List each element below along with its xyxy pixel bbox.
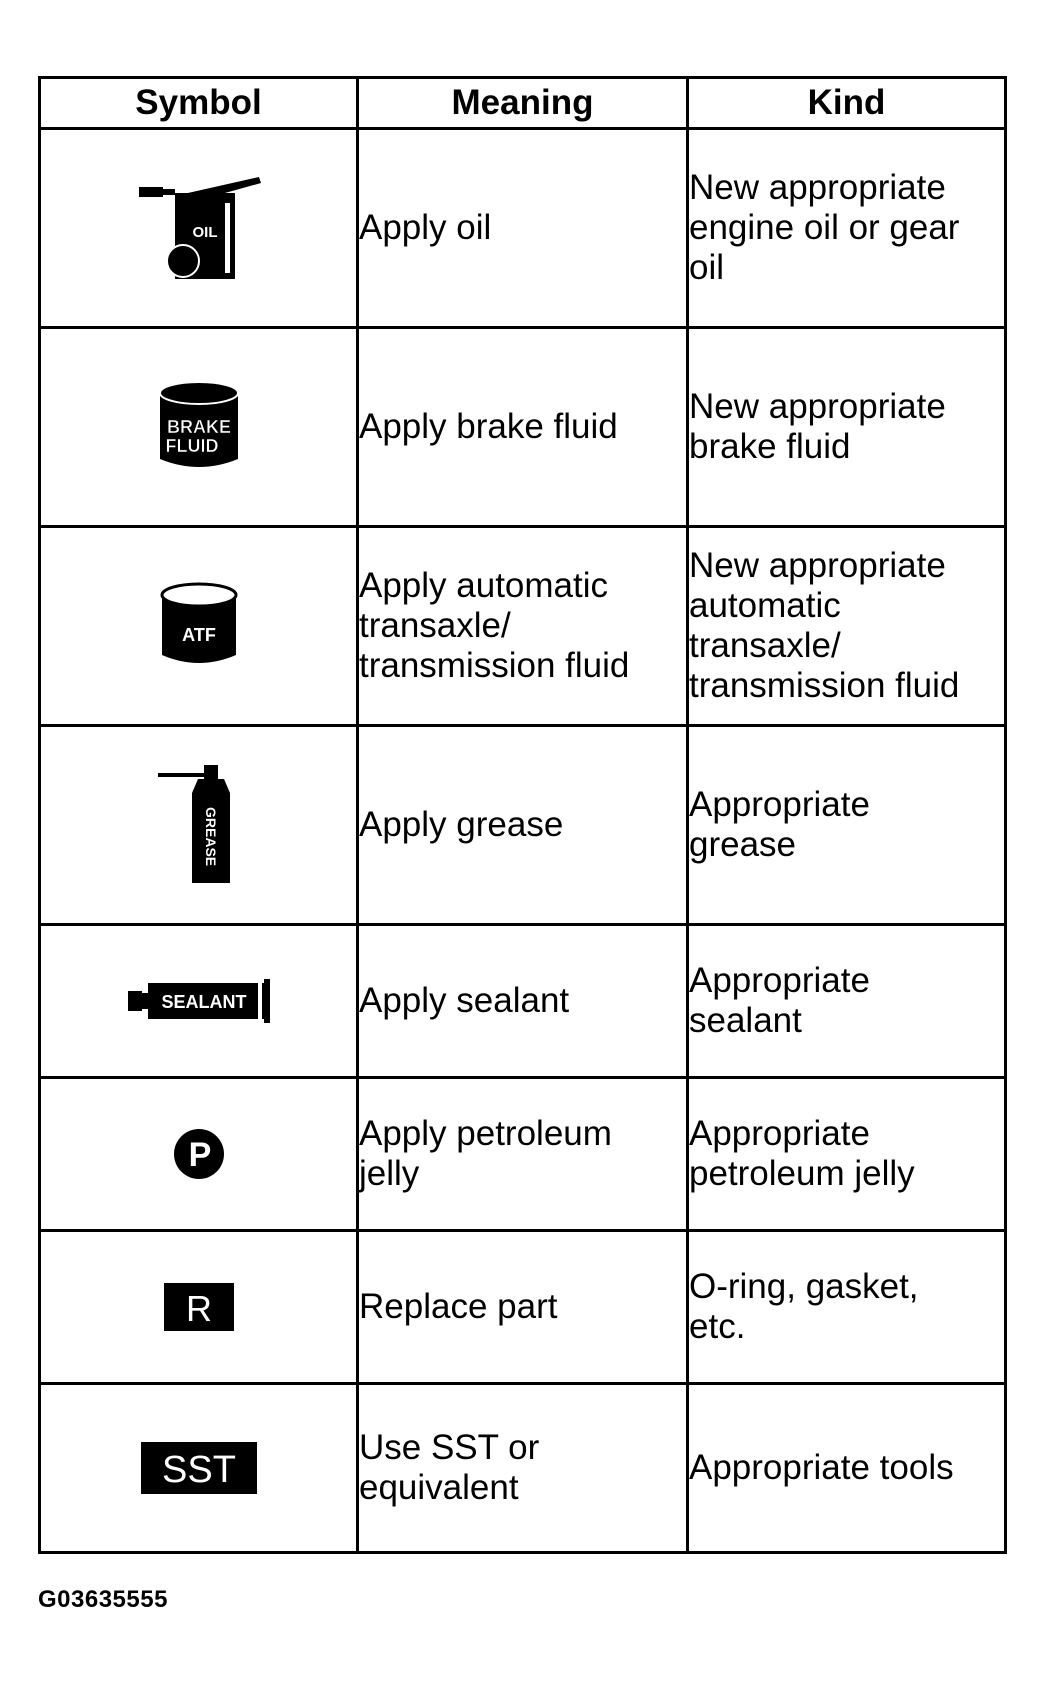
header-row bbox=[40, 78, 1006, 129]
meaning-text: Apply sealant bbox=[359, 981, 570, 1020]
symbol-cell bbox=[40, 328, 358, 527]
kind-cell bbox=[688, 1078, 1006, 1231]
replace-part-icon bbox=[162, 1281, 236, 1333]
symbol-cell bbox=[40, 129, 358, 328]
kind-text: New appropriate automatic transaxle/ transmission fluid bbox=[689, 546, 960, 705]
kind-text: Appropriate sealant bbox=[689, 961, 870, 1040]
sealant-tube-icon bbox=[124, 977, 274, 1025]
meaning-text: Apply petroleum jelly bbox=[359, 1114, 612, 1193]
meaning-cell bbox=[358, 1384, 688, 1553]
kind-text: Appropriate petroleum jelly bbox=[689, 1114, 915, 1193]
table-row bbox=[40, 527, 1006, 726]
meaning-text: Apply automatic transaxle/ transmission fluid bbox=[359, 566, 630, 685]
brake-fluid-can-icon bbox=[154, 379, 244, 475]
meaning-cell bbox=[358, 925, 688, 1078]
meaning-cell bbox=[358, 129, 688, 328]
symbol-cell bbox=[40, 726, 358, 925]
sst-icon bbox=[139, 1440, 259, 1496]
petroleum-jelly-icon bbox=[172, 1127, 226, 1181]
kind-cell bbox=[688, 328, 1006, 527]
oil-can-icon bbox=[129, 173, 269, 283]
petroleum-icon-label: P bbox=[188, 1136, 211, 1174]
kind-text: O-ring, gasket, etc. bbox=[689, 1267, 919, 1346]
table-row bbox=[40, 328, 1006, 527]
sealant-icon-label: SEALANT bbox=[161, 992, 246, 1012]
kind-text: New appropriate brake fluid bbox=[689, 387, 946, 466]
oil-icon-label: OIL bbox=[192, 224, 217, 241]
table-row bbox=[40, 129, 1006, 328]
brake-fluid-icon-label: BRAKE FLUID bbox=[153, 379, 161, 380]
symbol-legend-table bbox=[38, 76, 1007, 1554]
header-symbol: Symbol bbox=[40, 78, 358, 129]
brake-label-line-2: FLUID bbox=[165, 436, 218, 456]
kind-text: Appropriate grease bbox=[689, 785, 870, 864]
kind-cell bbox=[688, 726, 1006, 925]
figure-code: G03635555 bbox=[38, 1586, 168, 1613]
kind-cell bbox=[688, 925, 1006, 1078]
table-row bbox=[40, 726, 1006, 925]
meaning-cell bbox=[358, 1231, 688, 1384]
kind-cell bbox=[688, 1231, 1006, 1384]
atf-icon-label: ATF bbox=[181, 625, 216, 645]
meaning-cell bbox=[358, 328, 688, 527]
symbol-cell bbox=[40, 1231, 358, 1384]
header-kind: Kind bbox=[688, 78, 1006, 129]
meaning-cell bbox=[358, 527, 688, 726]
kind-text: Appropriate tools bbox=[689, 1448, 954, 1487]
sst-icon-label: SST bbox=[161, 1449, 236, 1491]
brake-label-line-1: BRAKE bbox=[166, 417, 231, 437]
table-row bbox=[40, 1231, 1006, 1384]
meaning-text: Use SST or equivalent bbox=[359, 1428, 540, 1507]
kind-cell bbox=[688, 129, 1006, 328]
meaning-cell bbox=[358, 1078, 688, 1231]
symbol-cell bbox=[40, 1078, 358, 1231]
kind-cell bbox=[688, 1384, 1006, 1553]
kind-cell bbox=[688, 527, 1006, 726]
grease-icon-label: GREASE bbox=[202, 807, 219, 867]
meaning-text: Replace part bbox=[359, 1287, 558, 1326]
table-row bbox=[40, 925, 1006, 1078]
symbol-cell bbox=[40, 1384, 358, 1553]
meaning-cell bbox=[358, 726, 688, 925]
atf-can-icon bbox=[156, 581, 242, 671]
replace-icon-label: R bbox=[185, 1288, 212, 1329]
symbol-cell bbox=[40, 925, 358, 1078]
table-row bbox=[40, 1078, 1006, 1231]
header-meaning: Meaning bbox=[358, 78, 688, 129]
meaning-text: Apply grease bbox=[359, 805, 564, 844]
meaning-text: Apply brake fluid bbox=[359, 407, 618, 446]
symbol-cell bbox=[40, 527, 358, 726]
meaning-text: Apply oil bbox=[359, 208, 492, 247]
table-row bbox=[40, 1384, 1006, 1553]
kind-text: New appropriate engine oil or gear oil bbox=[689, 168, 960, 287]
grease-gun-icon bbox=[154, 763, 244, 887]
